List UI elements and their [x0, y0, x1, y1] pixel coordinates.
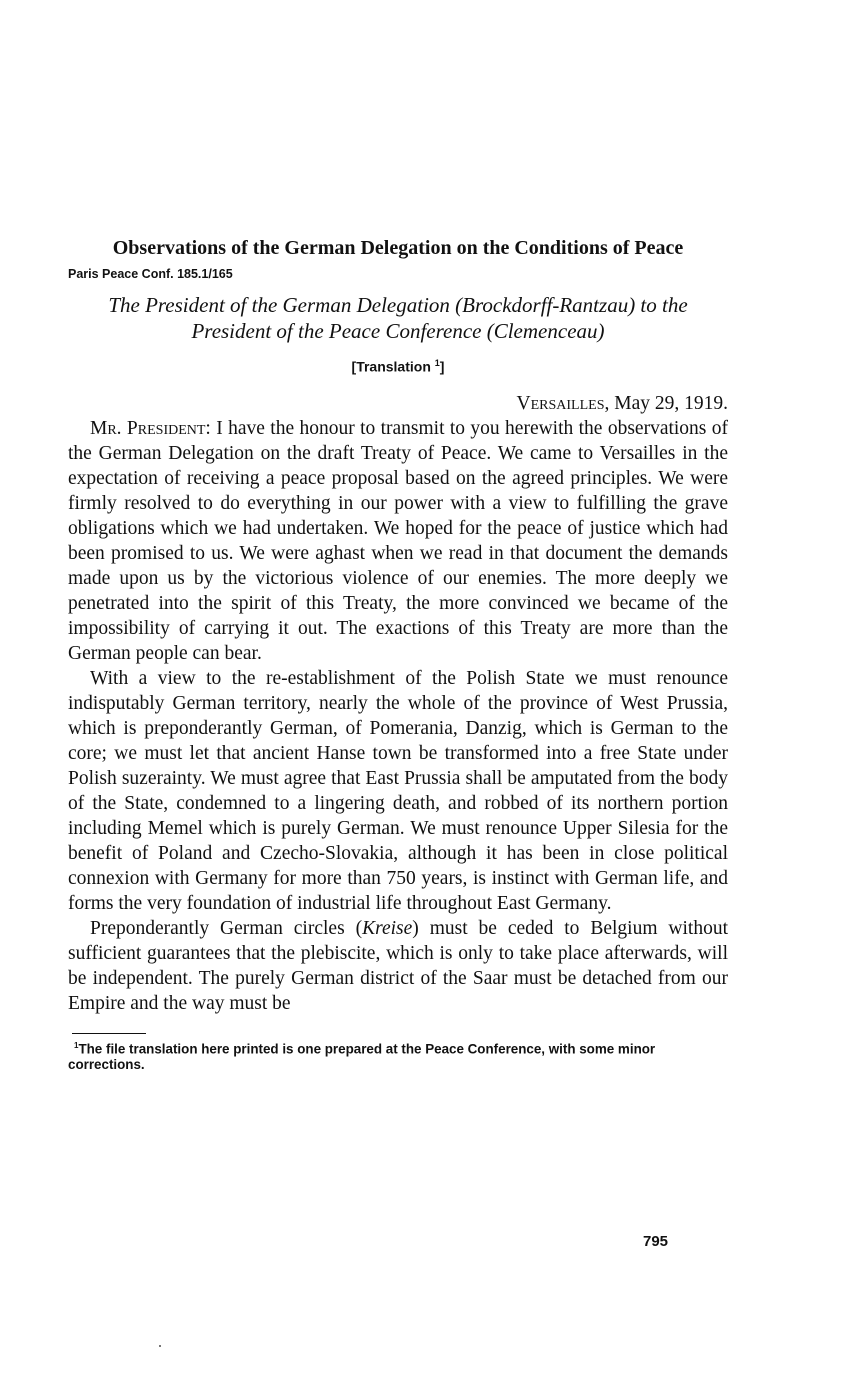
paragraph-1	[68, 416, 728, 666]
paragraph-3-text-2: ) must be ceded to Belgium without sufficient guarantees that the plebiscite, which is only to take place afterwards, will be independent. The purely German district of the Saar must be detached from our Empire and the way must be	[68, 917, 728, 1014]
footnote-marker: 1	[74, 1040, 79, 1050]
translation-close: ]	[439, 358, 445, 375]
paragraph-3	[68, 916, 728, 1016]
salutation: Mr. President:	[90, 417, 211, 439]
paragraph-1-text: I have the honour to transmit to you herewith the observations of the German Delegation on the draft Treaty of Peace. We came to Versailles in the expectation of receiving a peace proposal based on the agreed principles. We were firmly resolved to do everything in our power with a view to fulfilling the grave obligations which we had undertaken. We hoped for the peace of justice which had been promised to us. We were aghast when we read in that document the demands made upon us by the victorious violence of our enemies. The more deeply we penetrated into the spirit of this Treaty, the more convinced we became of the impossibility of carrying it out. The exactions of this Treaty are more than the German people can bear.	[68, 417, 729, 664]
footnote-divider	[72, 1033, 146, 1034]
recipient-name: Clemenceau	[493, 319, 598, 343]
footnote-text: The file translation here printed is one prepared at the Peace Conference, with some minor corrections.	[68, 1041, 656, 1073]
paragraph-2: With a view to the re-establishment of the Polish State we must renounce indisputably German territory, nearly the whole of the province of West Prussia, which is preponderantly German, of Pomerania, Danzig, which is German to the core; we must let that ancient Hanse town be transformed into a free State under Polish suzerainty. We must agree that East Prussia shall be amputated from the body of the State, condemned to a lingering death, and robbed of its northern portion including Memel which is purely German. We must renounce Upper Silesia for the benefit of Poland and Czecho-Slovakia, although it has been in close political connexion with Germany for more than 750 years, is instinct with German life, and forms the very foundation of industrial life throughout East Germany.	[68, 667, 728, 914]
paragraph-3-italic-term: Kreise	[362, 917, 413, 939]
sender-name: Brockdorff-Rantzau	[462, 293, 629, 317]
heading-text-1: The President of the German Delegation (	[108, 293, 463, 317]
translation-text: [Translation	[351, 358, 431, 375]
dateline-date: , May 29, 1919.	[604, 392, 728, 414]
letter-heading	[68, 292, 728, 344]
scan-speck	[159, 1345, 161, 1347]
paragraph-3-text-1: Preponderantly German circles (	[90, 917, 363, 939]
heading-text-2: ) to the President of the Peace Conference (	[191, 293, 688, 343]
document-page	[68, 236, 728, 1073]
document-title: Observations of the German Delegation on the Conditions of Peace	[112, 237, 684, 259]
file-reference: Paris Peace Conf. 185.1/165	[68, 267, 233, 281]
footnote-reference: 1	[434, 358, 440, 368]
dateline	[68, 391, 728, 416]
dateline-place: Versailles	[516, 392, 605, 414]
translation-label	[68, 358, 728, 375]
page-number: 795	[643, 1233, 669, 1250]
footnote	[68, 1038, 728, 1073]
heading-text-3: )	[597, 319, 605, 343]
